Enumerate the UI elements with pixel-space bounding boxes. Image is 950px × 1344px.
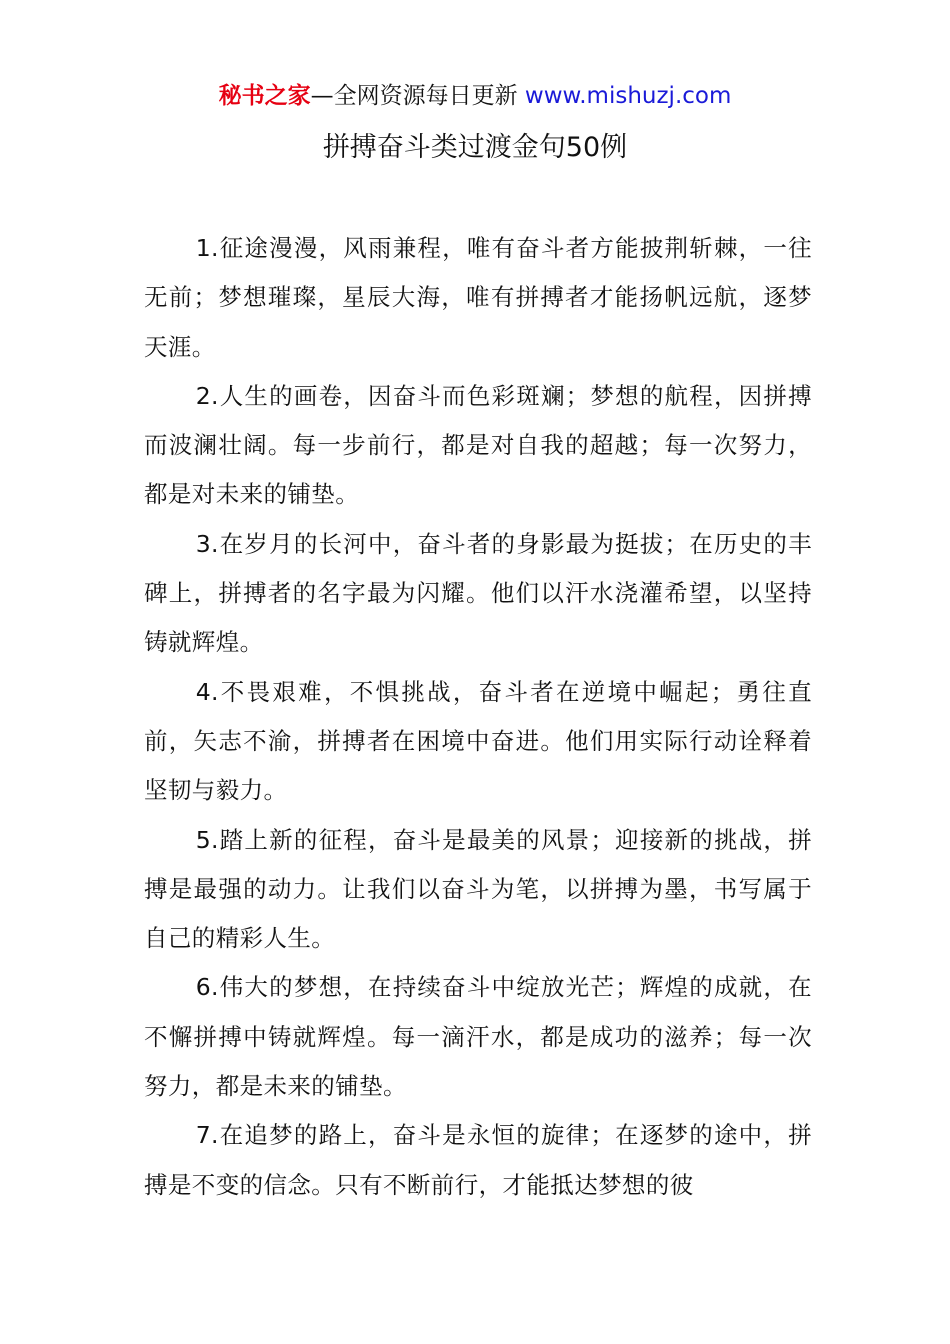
site-tagline: —全网资源每日更新 bbox=[310, 83, 518, 109]
paragraph-3: 3.在岁月的长河中，奋斗者的身影最为挺拔；在历史的丰碑上，拼搏者的名字最为闪耀。他们以汗水浇灌希望，以坚持铸就辉煌。 bbox=[144, 529, 812, 657]
paragraph-4: 4.不畏艰难，不惧挑战，奋斗者在逆境中崛起；勇往直前，矢志不渝，拼搏者在困境中奋进。他们用实际行动诠释着坚韧与毅力。 bbox=[144, 677, 812, 805]
paragraph-7: 7.在追梦的路上，奋斗是永恒的旋律；在逐梦的途中，拼搏是不变的信念。只有不断前行，才能抵达梦想的彼 bbox=[144, 1121, 812, 1199]
site-brand: 秘书之家 bbox=[218, 83, 311, 109]
document-body bbox=[144, 224, 812, 1210]
site-header bbox=[0, 80, 950, 112]
paragraph-5: 5.踏上新的征程，奋斗是最美的风景；迎接新的挑战，拼搏是最强的动力。让我们以奋斗为笔，以拼搏为墨，书写属于自己的精彩人生。 bbox=[144, 825, 812, 953]
site-url-link[interactable]: www.mishuzj.com bbox=[524, 83, 732, 109]
document-title: 拼搏奋斗类过渡金句50例 bbox=[322, 132, 628, 163]
paragraph-6: 6.伟大的梦想，在持续奋斗中绽放光芒；辉煌的成就，在不懈拼搏中铸就辉煌。每一滴汗水，都是成功的滋养；每一次努力，都是未来的铺垫。 bbox=[144, 973, 812, 1101]
paragraph-1: 1.征途漫漫，风雨兼程，唯有奋斗者方能披荆斩棘，一往无前；梦想璀璨，星辰大海，唯有拼搏者才能扬帆远航，逐梦天涯。 bbox=[144, 234, 812, 361]
paragraph-2: 2.人生的画卷，因奋斗而色彩斑斓；梦想的航程，因拼搏而波澜壮阔。每一步前行，都是对自我的超越；每一次努力，都是对未来的铺垫。 bbox=[144, 381, 812, 509]
